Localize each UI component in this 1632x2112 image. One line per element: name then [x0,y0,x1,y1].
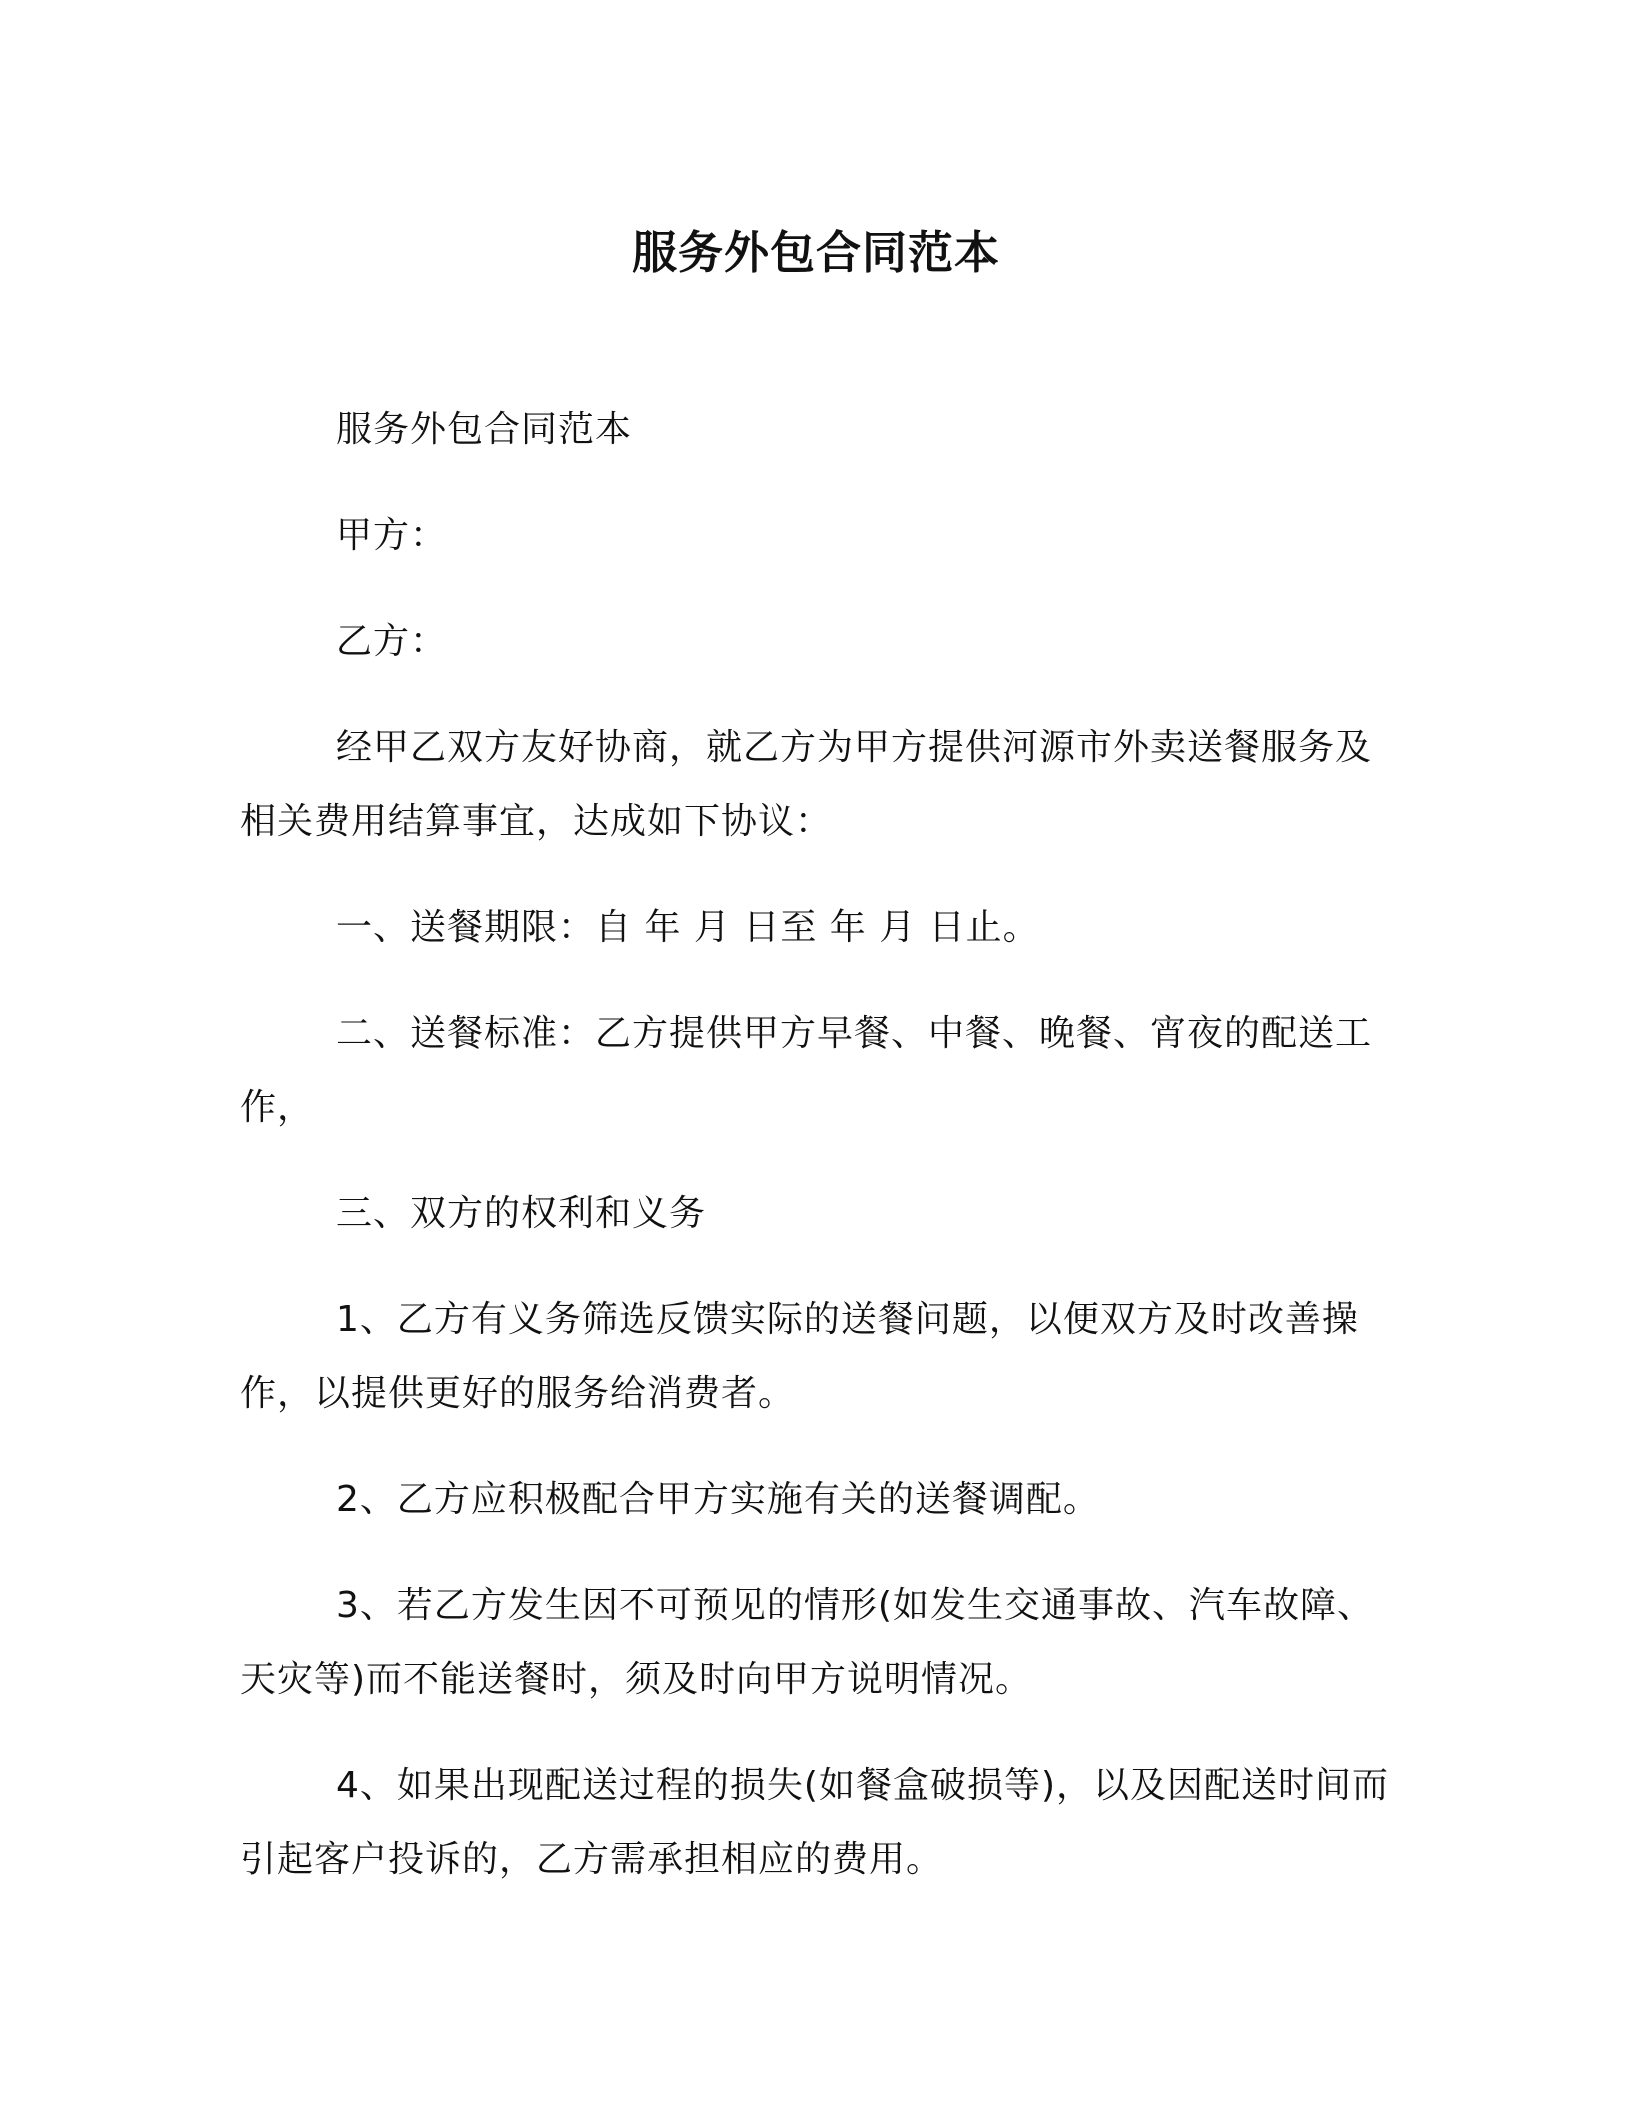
paragraph-item-1: 1、乙方有义务筛选反馈实际的送餐问题，以便双方及时改善操作，以提供更好的服务给消费者。 [240,1299,1359,1414]
paragraph-clause-2: 二、送餐标准：乙方提供甲方早餐、中餐、晚餐、宵夜的配送工作， [240,1013,1373,1128]
document-body [240,393,1392,1897]
document-title: 服务外包合同范本 [631,226,1000,279]
paragraph-item-2: 2、乙方应积极配合甲方实施有关的送餐调配。 [336,1479,1100,1520]
paragraph-subtitle: 服务外包合同范本 [336,409,633,450]
paragraph-party-b: 乙方： [336,621,448,662]
paragraph-clause-1: 一、送餐期限：自 年 月 日至 年 月 日止。 [336,907,1040,948]
paragraph-clause-3-heading: 三、双方的权利和义务 [336,1193,707,1234]
paragraph-item-3: 3、若乙方发生因不可预见的情形(如发生交通事故、汽车故障、天灾等)而不能送餐时，须及时向甲方说明情况。 [240,1585,1374,1700]
paragraph-item-4: 4、如果出现配送过程的损失(如餐盒破损等)，以及因配送时间而引起客户投诉的，乙方需承担相应的费用。 [240,1765,1389,1880]
paragraph-party-a: 甲方： [336,515,448,556]
paragraph-preamble: 经甲乙双方友好协商，就乙方为甲方提供河源市外卖送餐服务及相关费用结算事宜，达成如下协议： [240,727,1373,842]
